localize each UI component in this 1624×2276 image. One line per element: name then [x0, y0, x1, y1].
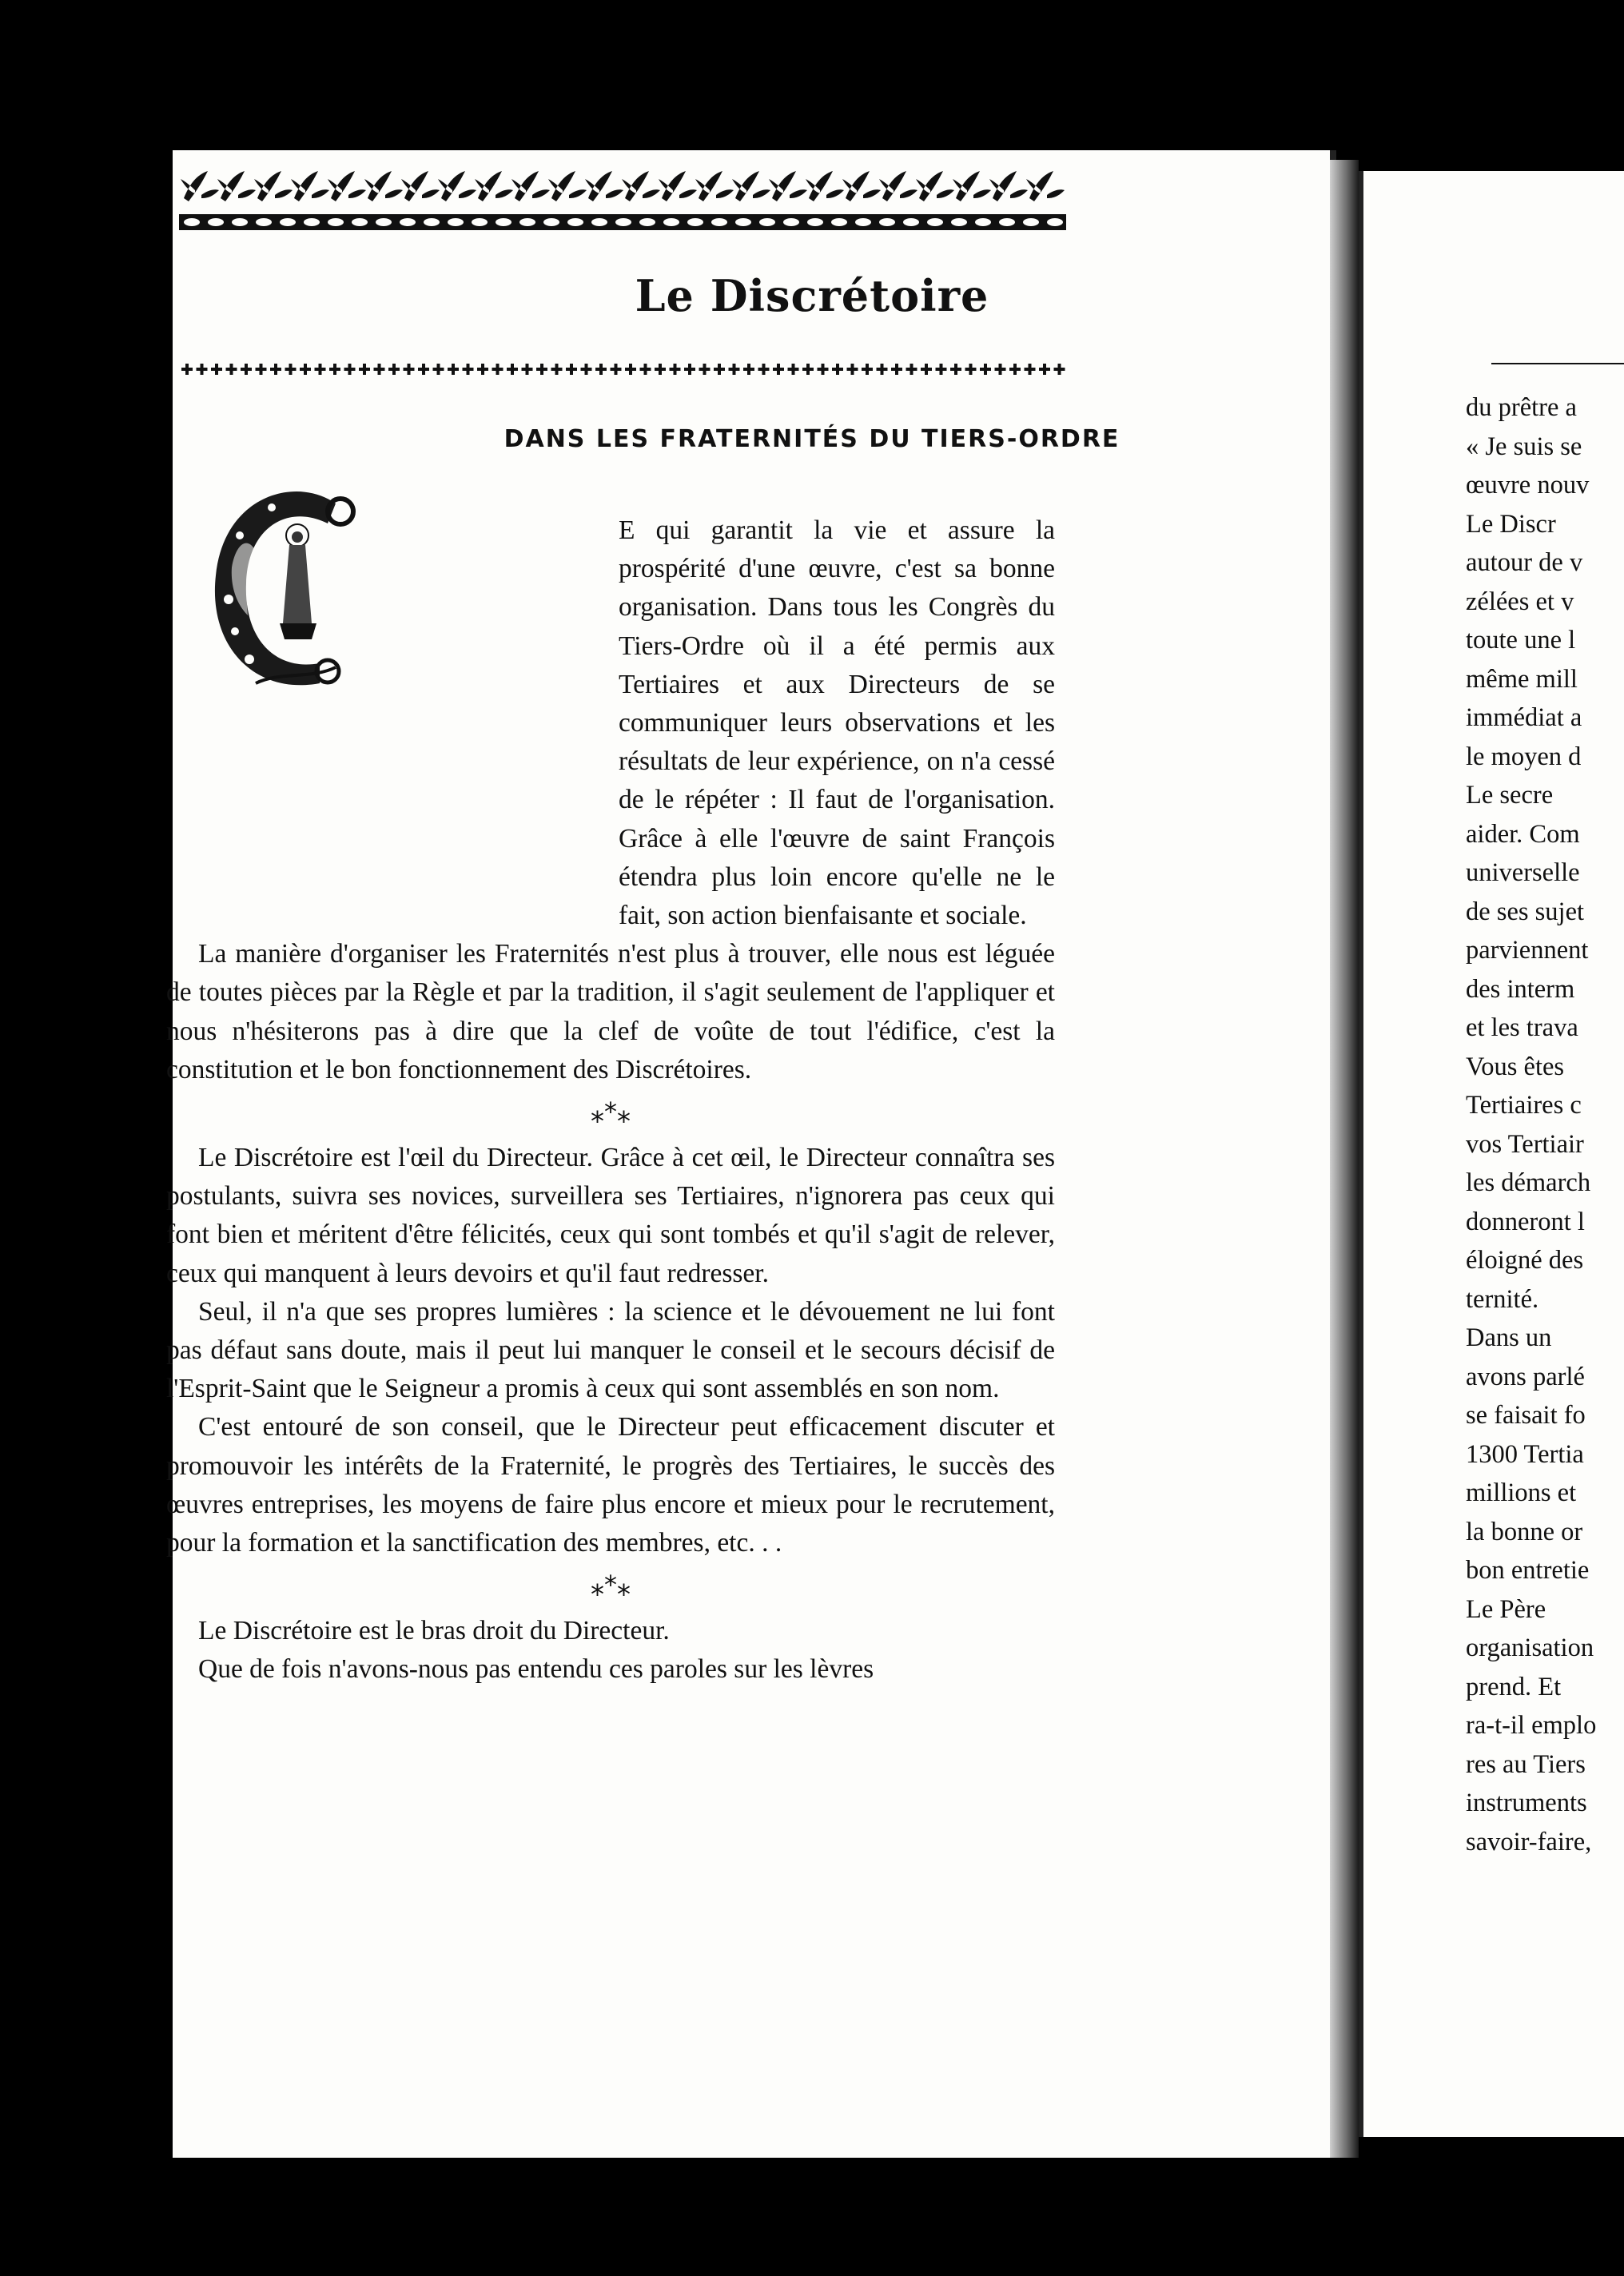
- leaf-motif: [953, 171, 991, 201]
- cross-motif: [197, 364, 208, 375]
- chain-link: [951, 218, 967, 226]
- right-page-line: le moyen d: [1466, 742, 1582, 771]
- cross-motif: [463, 364, 474, 375]
- chain-link: [903, 218, 919, 226]
- right-page-line: Le secre: [1466, 781, 1554, 810]
- cross-motif: [847, 364, 858, 375]
- chain-link: [999, 218, 1015, 226]
- chain-link: [208, 218, 224, 226]
- chain-link: [639, 218, 655, 226]
- right-page-line: res au Tiers: [1466, 1749, 1586, 1779]
- cross-motif: [891, 364, 902, 375]
- leaf-motif: [1026, 171, 1065, 201]
- right-page: [1359, 171, 1624, 2137]
- cross-motif: [492, 364, 504, 375]
- chain-link: [735, 218, 751, 226]
- cross-motif: [950, 364, 961, 375]
- chain-link: [831, 218, 847, 226]
- cross-motif: [300, 364, 311, 375]
- paragraph-6: Le Discrétoire est le bras droit du Directeur.: [198, 1616, 670, 1646]
- cross-motif: [980, 364, 991, 375]
- chain-link: [567, 218, 583, 226]
- cross-motif: [906, 364, 917, 375]
- right-page-line: la bonne or: [1466, 1517, 1583, 1546]
- right-page-line: Le Discr: [1466, 509, 1556, 539]
- cross-motif: [433, 364, 444, 375]
- chain-link: [496, 218, 511, 226]
- right-page-line: avons parlé: [1466, 1362, 1585, 1391]
- right-page-text: [1466, 388, 1624, 1861]
- right-page-line: toute une l: [1466, 626, 1576, 655]
- cross-motif: [344, 364, 356, 375]
- cross-motif: [818, 364, 829, 375]
- cross-motif: [684, 364, 695, 375]
- chain-link: [519, 218, 535, 226]
- leaf-ornament-band: [179, 166, 1066, 208]
- chain-link: [759, 218, 775, 226]
- cross-motif: [788, 364, 799, 375]
- leaf-motif: [217, 171, 256, 201]
- cross-motif: [743, 364, 754, 375]
- cross-motif: [921, 364, 932, 375]
- cross-motif: [1025, 364, 1036, 375]
- cross-motif: [714, 364, 725, 375]
- paragraph-5: C'est entouré de son conseil, que le Directeur peut efficacement discuter et promouvoir les intérêts de la Fraternité, le progrès des Tertiaires, le succès des œuvres entreprises, les moyens de faire plus encore et mieux pour le recrutement, pour la formation et la sanctification des membres, etc. . .: [166, 1412, 1055, 1558]
- chain-link: [1047, 218, 1063, 226]
- chain-link: [663, 218, 679, 226]
- cross-motif: [611, 364, 622, 375]
- chain-link: [879, 218, 895, 226]
- leaf-motif: [842, 171, 881, 201]
- leaf-motif: [695, 171, 734, 201]
- cross-motif: [522, 364, 533, 375]
- paragraph-4: Seul, il n'a que ses propres lumières : la science et le dévouement ne lui font pas défaut sans doute, mais il peut lui manquer le conseil et le secours décisif de l'Esprit-Saint que le Seigneur a promis à ceux qui sont assemblés en son nom.: [166, 1296, 1055, 1404]
- right-page-line: universelle: [1466, 858, 1580, 887]
- right-page-line: ternité.: [1466, 1284, 1539, 1314]
- right-page-line: même mill: [1466, 664, 1578, 694]
- leaf-motif: [879, 171, 917, 201]
- leaf-motif: [916, 171, 954, 201]
- section-subtitle: DANS LES FRATERNITÉS DU TIERS-ORDRE: [504, 425, 1120, 453]
- section-break-2: ***: [591, 1570, 631, 1611]
- cross-motif: [640, 364, 651, 375]
- paragraph-7: Que de fois n'avons-nous pas entendu ces paroles sur les lèvres: [198, 1654, 874, 1685]
- cross-motif: [655, 364, 666, 375]
- cross-motif: [773, 364, 784, 375]
- chain-link: [328, 218, 344, 226]
- leaf-motif: [585, 171, 623, 201]
- section-break-1: ***: [591, 1096, 631, 1138]
- leaf-motif: [291, 171, 329, 201]
- cross-motif: [285, 364, 297, 375]
- right-page-line: des interm: [1466, 974, 1575, 1004]
- cross-motif: [507, 364, 518, 375]
- leaf-motif: [328, 171, 366, 201]
- cross-motif: [1054, 364, 1065, 375]
- cross-motif: [388, 364, 400, 375]
- header-rule: [1491, 363, 1624, 364]
- right-page-line: « Je suis se: [1466, 432, 1582, 461]
- leaf-motif: [659, 171, 697, 201]
- leaf-motif: [438, 171, 476, 201]
- leaf-motif: [548, 171, 587, 201]
- cross-motif: [581, 364, 592, 375]
- cross-motif: [404, 364, 415, 375]
- paragraph-1: [395, 511, 1055, 935]
- right-page-line: les démarch: [1466, 1168, 1591, 1197]
- right-page-line: se faisait fo: [1466, 1401, 1586, 1430]
- cross-motif: [566, 364, 577, 375]
- chain-link: [855, 218, 871, 226]
- cross-motif: [995, 364, 1006, 375]
- page-title: Le Discrétoire: [635, 270, 989, 321]
- right-page-line: millions et: [1466, 1478, 1577, 1507]
- cross-motif: [729, 364, 740, 375]
- right-page-line: et les trava: [1466, 1013, 1578, 1042]
- chain-link: [352, 218, 368, 226]
- right-page-line: de ses sujet: [1466, 897, 1585, 926]
- chain-link: [591, 218, 607, 226]
- leaf-motif: [622, 171, 660, 201]
- cross-motif: [256, 364, 267, 375]
- paragraph-2: La manière d'organiser les Fraternités n'est plus à trouver, elle nous est léguée de toutes pièces par la Règle et par la tradition, il s'agit seulement de l'appliquer et nous n'hésiterons pas à dire que la clef de voûte de tout l'édifice, c'est la constitution et le bon fonctionnement des Discrétoires.: [166, 939, 1055, 1084]
- right-page-line: vos Tertiair: [1466, 1129, 1584, 1159]
- cross-motif: [329, 364, 340, 375]
- right-page-line: aider. Com: [1466, 819, 1580, 849]
- right-page-line: Le Père: [1466, 1594, 1546, 1624]
- cross-motif: [862, 364, 873, 375]
- right-page-line: Vous êtes: [1466, 1052, 1565, 1081]
- cross-motif: [241, 364, 252, 375]
- right-page-line: du prêtre a: [1466, 393, 1577, 422]
- leaf-motif: [732, 171, 770, 201]
- chain-link: [687, 218, 703, 226]
- cross-motif: [270, 364, 281, 375]
- cross-motif: [418, 364, 429, 375]
- chain-link: [927, 218, 943, 226]
- cross-motif: [1009, 364, 1021, 375]
- leaf-motif: [806, 171, 844, 201]
- cross-separator: [179, 361, 1066, 377]
- chain-link: [783, 218, 799, 226]
- chain-link: [280, 218, 296, 226]
- cross-motif: [374, 364, 385, 375]
- cross-motif: [1039, 364, 1050, 375]
- cross-motif: [211, 364, 222, 375]
- leaf-motif: [254, 171, 293, 201]
- right-page-line: prend. Et: [1466, 1672, 1562, 1701]
- chain-link: [1023, 218, 1039, 226]
- chain-link: [232, 218, 248, 226]
- right-page-line: organisation: [1466, 1633, 1594, 1662]
- chain-link: [711, 218, 727, 226]
- right-page-line: parviennent: [1466, 936, 1589, 965]
- chain-link: [472, 218, 488, 226]
- paragraph-1-text: E qui garantit la vie et assure la prospérité d'une œuvre, c'est sa bonne organisation. Dans tous les Congrès du Tiers-Ordre où il a été permis aux Tertiaires et aux Directeurs de se communiquer leurs observations et les résultats de leur expérience, on n'a cessé de le répéter : Il faut de l'organisation. Grâce à elle l'œuvre de saint François étendra plus loin encore qu'elle ne le fait, son action bienfaisante et sociale.: [619, 515, 1055, 931]
- body-text: [166, 511, 1055, 1689]
- right-page-line: immédiat a: [1466, 703, 1582, 732]
- right-page-line: zélées et v: [1466, 587, 1574, 616]
- right-page-line: donneront l: [1466, 1207, 1585, 1236]
- cross-motif: [477, 364, 488, 375]
- cross-motif: [448, 364, 459, 375]
- right-page-line: Dans un: [1466, 1323, 1552, 1352]
- cross-motif: [965, 364, 977, 375]
- right-page-line: ra-t-il emplo: [1466, 1711, 1597, 1740]
- cross-motif: [758, 364, 770, 375]
- leaf-motif: [364, 171, 403, 201]
- cross-motif: [226, 364, 237, 375]
- cross-motif: [551, 364, 563, 375]
- cross-motif: [832, 364, 843, 375]
- chain-link: [543, 218, 559, 226]
- cross-motif: [670, 364, 681, 375]
- leaf-motif: [181, 171, 219, 201]
- chain-link: [376, 218, 392, 226]
- leaf-motif: [989, 171, 1028, 201]
- leaf-motif: [401, 171, 440, 201]
- cross-motif: [877, 364, 888, 375]
- chain-link: [807, 218, 823, 226]
- cross-motif: [536, 364, 547, 375]
- chain-link: [424, 218, 440, 226]
- chain-ornament-band: [179, 214, 1066, 230]
- cross-motif: [699, 364, 710, 375]
- chain-link: [400, 218, 416, 226]
- book-gutter: [1330, 160, 1359, 2158]
- right-page-line: œuvre nouv: [1466, 471, 1590, 499]
- right-page-line: instruments: [1466, 1789, 1587, 1817]
- leaf-motif: [769, 171, 807, 201]
- cross-motif: [936, 364, 947, 375]
- chain-link: [615, 218, 631, 226]
- chain-link: [304, 218, 320, 226]
- cross-motif: [359, 364, 370, 375]
- right-page-line: Tertiaires c: [1466, 1091, 1582, 1120]
- right-page-line: 1300 Tertia: [1466, 1439, 1584, 1469]
- leaf-motif: [511, 171, 550, 201]
- cross-motif: [625, 364, 636, 375]
- chain-link: [256, 218, 272, 226]
- cross-motif: [315, 364, 326, 375]
- right-page-line: savoir-faire,: [1466, 1827, 1592, 1856]
- chain-link: [184, 218, 200, 226]
- leaf-motif: [475, 171, 513, 201]
- paragraph-3: Le Discrétoire est l'œil du Directeur. Grâce à cet œil, le Directeur connaîtra ses postulants, suivra ses novices, surveillera ses Tertiaires, n'ignorera pas ceux qui font bien et méritent d'être félicités, ceux qui sont tombés et qu'il s'agit de relever, ceux qui manquent à leurs devoirs et qu'il faut redresser.: [166, 1143, 1055, 1288]
- right-page-line: éloigné des: [1466, 1246, 1584, 1275]
- right-page-line: bon entretie: [1466, 1556, 1590, 1585]
- chain-link: [975, 218, 991, 226]
- cross-motif: [181, 364, 193, 375]
- cross-motif: [802, 364, 814, 375]
- chain-link: [448, 218, 464, 226]
- cross-motif: [595, 364, 607, 375]
- right-page-line: autour de v: [1466, 548, 1583, 577]
